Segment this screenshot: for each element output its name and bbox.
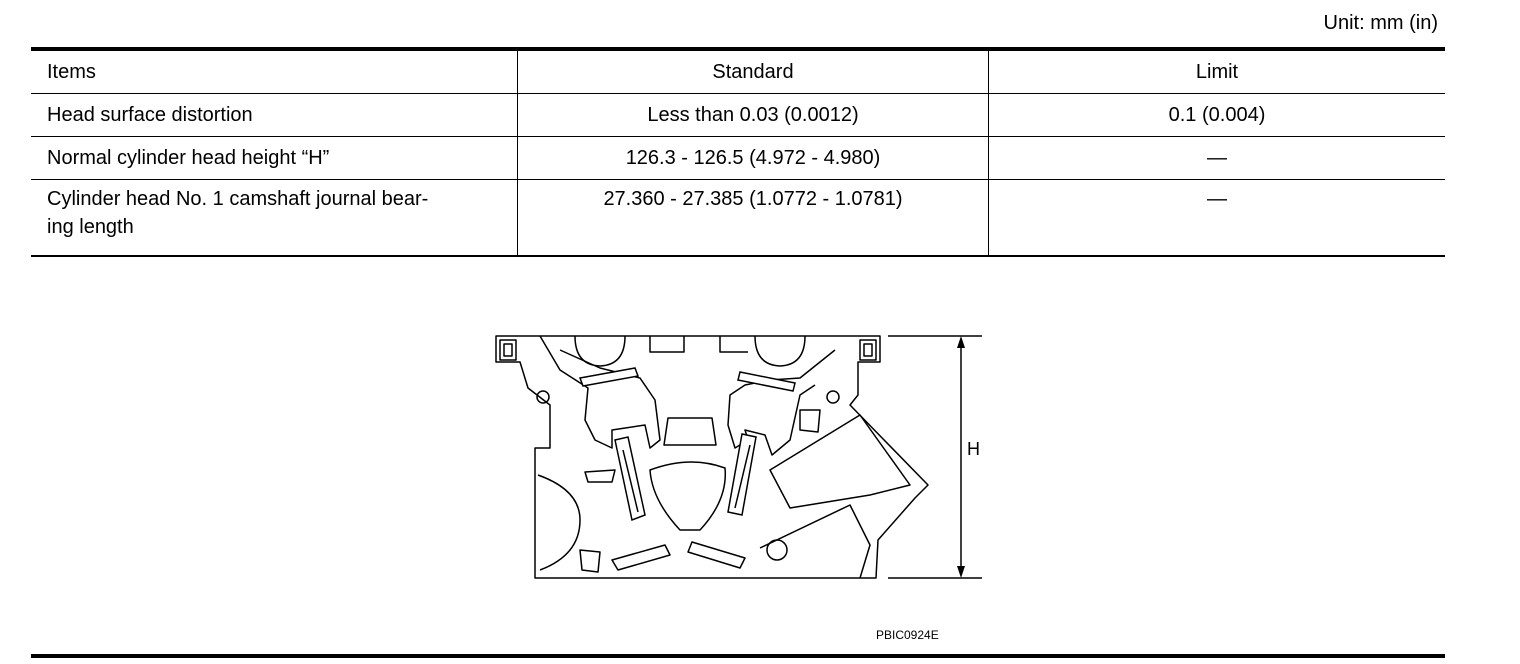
dim-arrow-bottom: [957, 566, 965, 578]
dimension-label: H: [967, 439, 980, 459]
header-standard: Standard: [518, 49, 989, 94]
right-rocker: [738, 372, 795, 391]
spec-table: [31, 47, 1445, 257]
row-standard: 27.360 - 27.385 (1.0772 - 1.0781): [518, 180, 989, 257]
right-web-2: [760, 505, 870, 578]
right-seat: [688, 542, 745, 568]
table-row: [31, 137, 1445, 180]
left-flange: [500, 340, 516, 360]
left-lower-pocket: [580, 550, 600, 572]
combustion-chamber: [650, 462, 725, 530]
center-chamber: [664, 418, 716, 445]
row-limit: 0.1 (0.004): [989, 94, 1446, 137]
header-limit: Limit: [989, 49, 1446, 94]
figure-code: PBIC0924E: [876, 628, 939, 642]
cylinder-head-diagram: [490, 330, 990, 590]
right-bolt-hole: [827, 391, 839, 403]
row-limit: —: [989, 180, 1446, 257]
table-row: [31, 180, 1445, 257]
left-lower-cavity: [538, 475, 580, 570]
right-lower-boss: [767, 540, 787, 560]
row-standard: 126.3 - 126.5 (4.972 - 4.980): [518, 137, 989, 180]
bottom-rule: [31, 654, 1445, 658]
dim-arrow-top: [957, 336, 965, 348]
table-header-row: [31, 49, 1445, 94]
left-intake: [540, 336, 660, 448]
right-valve: [728, 434, 756, 515]
head-outline: [496, 336, 928, 578]
row-limit: —: [989, 137, 1446, 180]
left-small-slot: [585, 470, 615, 482]
right-small-pocket: [800, 410, 820, 432]
right-port: [755, 336, 805, 366]
left-port: [575, 336, 625, 366]
right-web-1: [770, 415, 910, 508]
table-row: [31, 94, 1445, 137]
row-item: Normal cylinder head height “H”: [31, 137, 518, 180]
header-items: Items: [31, 49, 518, 94]
row-standard: Less than 0.03 (0.0012): [518, 94, 989, 137]
center-bridge: [650, 336, 748, 352]
right-flange: [860, 340, 876, 360]
left-seat: [612, 545, 670, 570]
row-item: Cylinder head No. 1 camshaft journal bear- ing length: [31, 180, 518, 257]
unit-label: Unit: mm (in): [1323, 12, 1438, 34]
row-item: Head surface distortion: [31, 94, 518, 137]
